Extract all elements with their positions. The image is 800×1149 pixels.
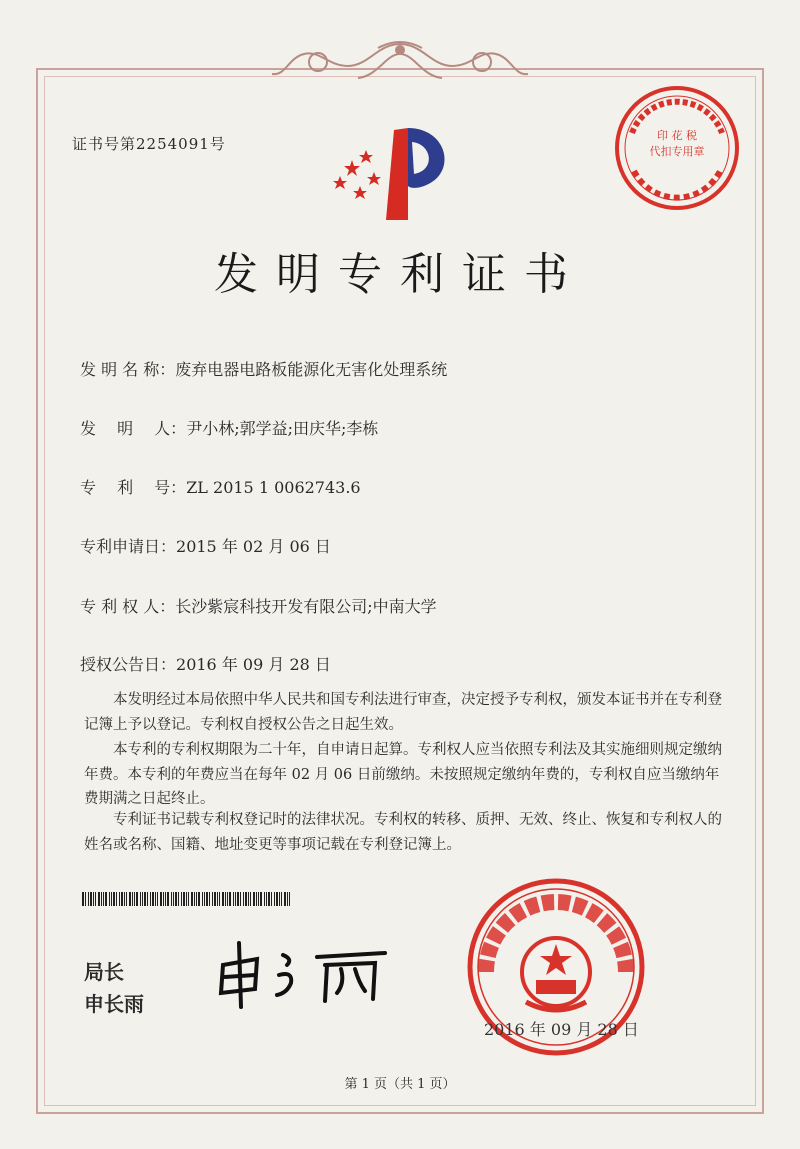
- barcode-bar: [279, 892, 280, 906]
- barcode-bar: [136, 892, 138, 906]
- barcode-bar: [109, 892, 110, 906]
- certificate-number: 证书号第2254091号: [72, 135, 226, 153]
- legal-paragraph-1: 本发明经过本局依照中华人民共和国专利法进行审查，决定授予专利权，颁发本证书并在专利登记簿上予以登记。专利权自授权公告之日起生效。: [84, 692, 722, 733]
- director-name: 申长雨: [84, 992, 144, 1016]
- field-patent-number: [80, 475, 361, 498]
- patent-office-logo: [328, 124, 458, 224]
- barcode-bar: [178, 892, 179, 906]
- barcode-bar: [268, 892, 270, 906]
- barcode-bar: [155, 892, 156, 906]
- barcode-bar: [204, 892, 205, 906]
- barcode-bar: [237, 892, 239, 906]
- barcode-bar: [219, 892, 220, 906]
- barcode-bar: [243, 892, 244, 906]
- barcode-bar: [274, 892, 275, 906]
- barcode-bar: [183, 892, 185, 906]
- barcode-bar: [95, 892, 96, 906]
- barcode-bar: [191, 892, 193, 906]
- barcode-bar: [152, 892, 154, 906]
- barcode-bar: [150, 892, 151, 906]
- barcode-bar: [142, 892, 143, 906]
- director-signature: [205, 935, 395, 1015]
- barcode-bar: [235, 892, 236, 906]
- barcode-bar: [225, 892, 226, 906]
- field-label: 专 利 权 人：: [80, 597, 176, 616]
- barcode-bar: [175, 892, 177, 906]
- tax-stamp: [612, 83, 742, 213]
- barcode-bar: [171, 892, 172, 906]
- barcode-bar: [101, 892, 102, 906]
- barcode-bar: [88, 892, 89, 906]
- barcode-bar: [119, 892, 120, 906]
- barcode-bar: [284, 892, 286, 906]
- barcode-bar: [167, 892, 169, 906]
- barcode-bar: [160, 892, 162, 906]
- barcode-bar: [289, 892, 290, 906]
- barcode-bar: [124, 892, 125, 906]
- barcode-bar: [188, 892, 189, 906]
- barcode-bar: [163, 892, 164, 906]
- barcode-bar: [256, 892, 257, 906]
- barcode-bar: [212, 892, 213, 906]
- barcode-bar: [245, 892, 247, 906]
- legal-paragraph-2: 本专利的专利权期限为二十年，自申请日起算。专利权人应当依照专利法及其实施细则规定缴纳年费。本专利的年费应当在每年 02 月 06 日前缴纳。未按照规定缴纳年费的，专利权自应当缴纳年费期满之日起终止。: [84, 742, 722, 807]
- barcode-bar: [90, 892, 92, 906]
- field-label: 发 明 名 称：: [80, 360, 176, 379]
- field-patentee: [80, 594, 437, 617]
- barcode-bar: [181, 892, 182, 906]
- barcode-bar: [165, 892, 166, 906]
- barcode-bar: [186, 892, 187, 906]
- barcode-bar: [103, 892, 104, 906]
- field-application-date: [80, 534, 331, 557]
- legal-paragraph-3: 专利证书记载专利权登记时的法律状况。专利权的转移、质押、无效、终止、恢复和专利权人的姓名或名称、国籍、地址变更等事项记载在专利登记簿上。: [84, 812, 722, 853]
- barcode-bar: [253, 892, 255, 906]
- barcode-bar: [116, 892, 117, 906]
- barcode-bar: [105, 892, 107, 906]
- barcode-bar: [147, 892, 148, 906]
- field-value: 废弃电器电路板能源化无害化处理系统: [175, 360, 448, 379]
- barcode-bar: [144, 892, 146, 906]
- barcode-bar: [229, 892, 231, 906]
- barcode-bar: [202, 892, 203, 906]
- barcode-bar: [248, 892, 249, 906]
- barcode-bar: [240, 892, 241, 906]
- barcode-bar: [198, 892, 200, 906]
- barcode-bar: [260, 892, 262, 906]
- field-value: 2016 年 09 月 28 日: [176, 655, 331, 674]
- director-title: 局长: [84, 960, 124, 984]
- field-value: ZL 2015 1 0062743.6: [186, 478, 361, 497]
- seal-grant-date: 2016 年 09 月 28 日: [484, 1020, 639, 1039]
- barcode-bar: [157, 892, 158, 906]
- barcode-bar: [132, 892, 133, 906]
- field-label: 授权公告日：: [80, 655, 177, 674]
- barcode-bar: [281, 892, 282, 906]
- barcode-bar: [276, 892, 278, 906]
- barcode-bar: [111, 892, 112, 906]
- page-number: 第 1 页（共 1 页）: [344, 1077, 456, 1092]
- field-value: 尹小林;郭学益;田庆华;李栋: [186, 419, 379, 438]
- barcode-bar: [140, 892, 141, 906]
- barcode-bar: [194, 892, 195, 906]
- barcode-bar: [93, 892, 94, 906]
- barcode-bar: [214, 892, 216, 906]
- barcode-bar: [217, 892, 218, 906]
- barcode-bar: [264, 892, 265, 906]
- svg-text:印 花 税: 印 花 税: [657, 129, 697, 142]
- field-grant-date: [80, 652, 331, 675]
- barcode-bar: [209, 892, 210, 906]
- barcode-bar: [271, 892, 272, 906]
- barcode-bar: [266, 892, 267, 906]
- field-label: 专利申请日：: [80, 537, 177, 556]
- svg-text:代扣专用章: 代扣专用章: [649, 145, 705, 158]
- barcode-bar: [258, 892, 259, 906]
- barcode-bar: [85, 892, 86, 906]
- top-ornament: [258, 36, 542, 86]
- barcode-bar: [113, 892, 115, 906]
- barcode-bar: [121, 892, 123, 906]
- field-value: 2015 年 02 月 06 日: [176, 537, 331, 556]
- barcode: [82, 892, 292, 906]
- field-label: 专 利 号：: [80, 478, 187, 497]
- certificate-title: 发明专利证书: [214, 249, 586, 300]
- barcode-bar: [196, 892, 197, 906]
- barcode-bar: [173, 892, 174, 906]
- barcode-bar: [250, 892, 251, 906]
- barcode-bar: [129, 892, 131, 906]
- barcode-bar: [82, 892, 84, 906]
- field-invention-name: [80, 357, 447, 380]
- barcode-bar: [134, 892, 135, 906]
- barcode-bar: [227, 892, 228, 906]
- barcode-bar: [98, 892, 100, 906]
- barcode-bar: [222, 892, 224, 906]
- field-inventors: [80, 416, 378, 439]
- field-value: 长沙紫宸科技开发有限公司;中南大学: [175, 597, 437, 616]
- barcode-bar: [233, 892, 234, 906]
- barcode-bar: [287, 892, 288, 906]
- field-label: 发 明 人：: [80, 419, 187, 438]
- barcode-bar: [126, 892, 127, 906]
- barcode-bar: [206, 892, 208, 906]
